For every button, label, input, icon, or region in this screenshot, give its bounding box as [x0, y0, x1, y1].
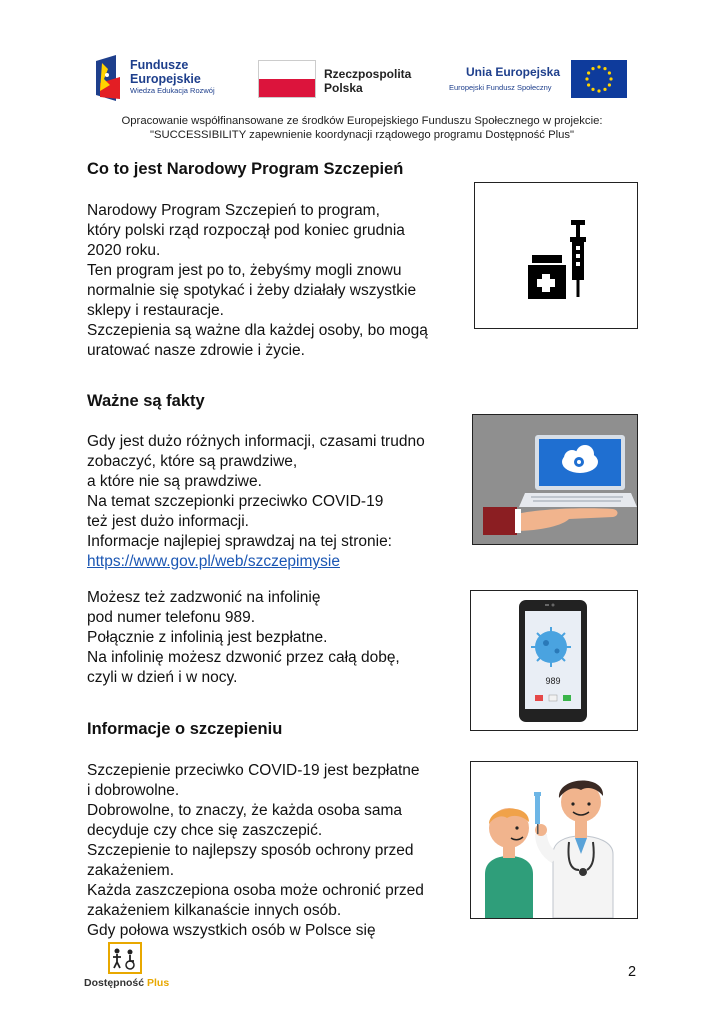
- text-line: Gdy połowa wszystkich osób w Polsce się: [87, 922, 376, 939]
- text-line: Gdy jest dużo różnych informacji, czasami trudno: [87, 433, 425, 450]
- text-line: zobaczyć, które są prawdziwe,: [87, 453, 298, 470]
- text-line: zakażeniem.: [87, 862, 175, 879]
- section-title-vaccination: Informacje o szczepieniu: [87, 720, 283, 738]
- text-line: Informacje najlepiej sprawdzaj na tej stronie:: [87, 533, 392, 550]
- phone-illustration: [470, 590, 638, 731]
- section-title-program: Co to jest Narodowy Program Szczepień: [87, 160, 404, 178]
- text-line: pod numer telefonu 989.: [87, 609, 256, 626]
- doctor-vaccinating-patient-icon: [471, 762, 637, 918]
- text-line: Na infolinię możesz dzwonić przez całą dobę,: [87, 649, 400, 666]
- unia-europejska-logo: [449, 60, 630, 100]
- text-line: Dobrowolne, to znaczy, że każda osoba sama: [87, 802, 403, 819]
- phone-screen-number: 989: [545, 676, 561, 686]
- section-title-facts: Ważne są fakty: [87, 392, 205, 410]
- pl-logo-line1: Rzeczpospolita: [324, 67, 412, 81]
- fundusze-europejskie-logo: [96, 55, 236, 103]
- polish-flag-icon: [258, 60, 316, 98]
- fe-star-mark-icon: [96, 55, 122, 101]
- vaccine-vial-syringe-icon: [475, 183, 637, 328]
- accessibility-people-icon: [108, 942, 142, 974]
- text-line: a które nie są prawdziwe.: [87, 473, 262, 490]
- funding-note: [60, 114, 664, 142]
- text-line: sklepy i restauracje.: [87, 302, 224, 319]
- ue-logo-subtitle: Europejski Fundusz Społeczny: [449, 83, 552, 92]
- fe-logo-tagline: Wiedza Edukacja Rozwój: [130, 86, 215, 95]
- text-line: normalnie się spotykać i żeby działały wszystkie: [87, 282, 417, 299]
- text-line: 2020 roku.: [87, 242, 161, 259]
- text-line: czyli w dzień i w nocy.: [87, 669, 238, 686]
- fe-logo-line2: Europejskie: [130, 72, 201, 86]
- section-hotline-text: [87, 588, 400, 688]
- text-line: Szczepienie przeciwko COVID-19 jest bezpłatne: [87, 762, 420, 779]
- vaccine-illustration: [474, 182, 638, 329]
- text-line: też jest dużo informacji.: [87, 513, 249, 530]
- section-program-text: [87, 201, 428, 361]
- dostepnosc-logo-plus: Plus: [147, 977, 170, 989]
- section-facts-text: [87, 432, 425, 572]
- text-line: uratować nasze zdrowie i życie.: [87, 342, 305, 359]
- text-line: Szczepienie to najlepszy sposób ochrony przed: [87, 842, 414, 859]
- text-line: Połącznie z infolinią jest bezpłatne.: [87, 629, 328, 646]
- text-line: Każda zaszczepiona osoba może ochronić przed: [87, 882, 424, 899]
- doctor-illustration: [470, 761, 638, 919]
- eu-flag-icon: [571, 60, 627, 98]
- text-line: Na temat szczepionki przeciwko COVID-19: [87, 493, 384, 510]
- funding-note-line1: Opracowanie współfinansowane ze środków Europejskiego Funduszu Społecznego w projekcie:: [121, 115, 603, 127]
- page-number: 2: [628, 964, 637, 980]
- text-line: Ten program jest po to, żebyśmy mogli znowu: [87, 262, 402, 279]
- text-line: i dobrowolne.: [87, 782, 180, 799]
- ue-logo-title: Unia Europejska: [466, 65, 561, 79]
- pl-logo-line2: Polska: [324, 81, 363, 95]
- laptop-illustration: [472, 414, 638, 545]
- text-line: który polski rząd rozpoczął pod koniec grudnia: [87, 222, 405, 239]
- dostepnosc-logo-text: Dostępność: [84, 977, 145, 989]
- text-line: Narodowy Program Szczepień to program,: [87, 202, 380, 219]
- rzeczpospolita-polska-logo: [258, 60, 428, 100]
- text-line: decyduje czy chce się zaszczepić.: [87, 822, 323, 839]
- dostepnosc-plus-logo: [84, 942, 174, 990]
- funding-note-line2: "SUCCESSIBILITY zapewnienie koordynacji rządowego programu Dostępność Plus": [149, 129, 575, 141]
- text-line: Szczepienia są ważne dla każdej osoby, bo mogą: [87, 322, 428, 339]
- szczepimysie-link[interactable]: https://www.gov.pl/web/szczepimysie: [87, 553, 340, 570]
- section-vaccination-text: [87, 761, 424, 941]
- laptop-cloud-virus-icon: [473, 415, 637, 544]
- text-line: Możesz też zadzwonić na infolinię: [87, 589, 321, 606]
- smartphone-hotline-icon: [471, 591, 637, 730]
- fe-logo-line1: Fundusze: [130, 58, 189, 72]
- text-line: zakażeniem kilkanaście innych osób.: [87, 902, 342, 919]
